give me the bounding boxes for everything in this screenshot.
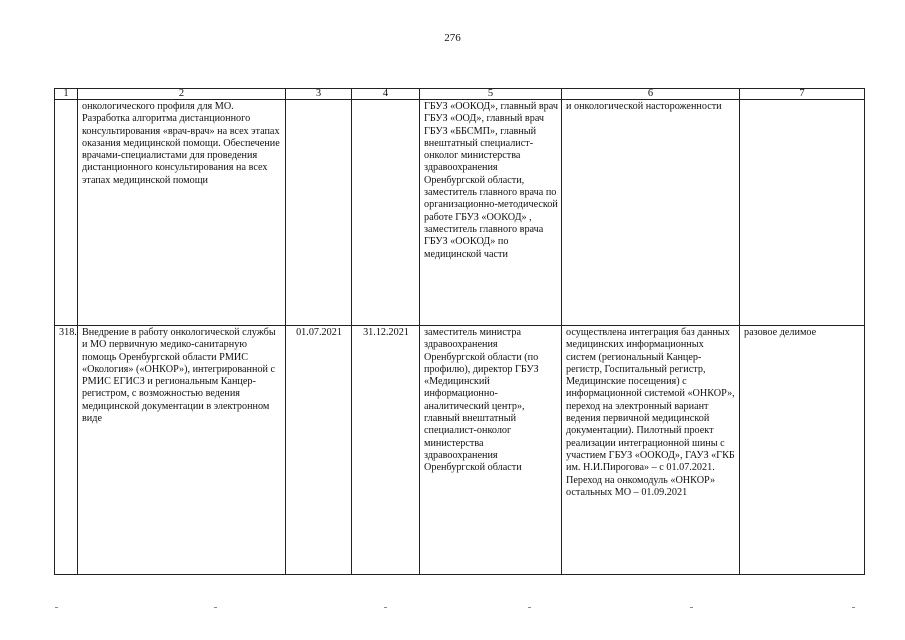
scan-speck xyxy=(528,607,531,608)
column-number: 4 xyxy=(352,89,420,100)
scan-speck xyxy=(690,607,693,608)
column-number: 7 xyxy=(740,89,865,100)
scan-speck xyxy=(55,607,58,608)
responsible-cell: ГБУЗ «ООКОД», главный врач ГБУЗ «ООД», главный врач ГБУЗ «ББСМП», главный внештатный специалист-онколог министерства здравоохранения Оренбургской области, заместитель главного врача по организационно-методической работе ГБУЗ «ООКОД» , заместитель главного врача ГБУЗ «ООКОД» по медицинской части xyxy=(420,100,562,326)
start-date-cell: 01.07.2021 xyxy=(286,326,352,575)
scan-speck xyxy=(214,607,217,608)
result-cell: осуществлена интеграция баз данных медицинских информационных систем (региональный Канцер-регистр, Госпитальный регистр, Медицинские посещения) с информационной системой «ОНКОР», переход на электронный вариант ведения первичной медицинской документации). Пилотный проект реализации интеграционной шины с участием ГБУЗ «ООКОД», ГАУЗ «ГКБ им. Н.И.Пирогова» – с 01.07.2021. Переход на онкомодуль «ОНКОР» остальных МО – 01.09.2021 xyxy=(562,326,740,575)
task-cell: Внедрение в работу онкологической службы и МО первичную медико-санитарную помощь Оренбургской области РМИС «Окология» («ОНКОР»), интегрированной с РМИС ЕГИСЗ и региональным Канцер-регистром, с возможностью ведения медицинской документации в электронном виде xyxy=(78,326,286,575)
responsible-cell: заместитель министра здравоохранения Оренбургской области (по профилю), директор ГБУЗ «Медицинский информационно-аналитический центр», главный внештатный специалист-онколог министерства здравоохранения Оренбургской области xyxy=(420,326,562,575)
end-date-cell xyxy=(352,100,420,326)
row-number-cell xyxy=(55,100,78,326)
table-row xyxy=(55,326,865,575)
plan-table xyxy=(54,88,865,575)
column-number: 1 xyxy=(55,89,78,100)
column-number: 6 xyxy=(562,89,740,100)
page-number: 276 xyxy=(444,32,461,44)
table-row xyxy=(55,100,865,326)
type-cell: разовое делимое xyxy=(740,326,865,575)
start-date-cell xyxy=(286,100,352,326)
task-cell: онкологического профиля для МО. Разработка алгоритма дистанционного консультирования «врач-врач» на всех этапах оказания медицинской помощи. Обеспечение врачами-специалистами для проведения дистанционного консультирования на всех этапах медицинской помощи xyxy=(78,100,286,326)
column-number: 2 xyxy=(78,89,286,100)
type-cell xyxy=(740,100,865,326)
scan-speck xyxy=(852,607,855,608)
row-number-cell: 318. xyxy=(55,326,78,575)
column-number: 5 xyxy=(420,89,562,100)
column-number-row xyxy=(55,89,865,100)
column-number: 3 xyxy=(286,89,352,100)
scan-speck xyxy=(384,607,387,608)
result-cell: и онкологической настороженности xyxy=(562,100,740,326)
end-date-cell: 31.12.2021 xyxy=(352,326,420,575)
